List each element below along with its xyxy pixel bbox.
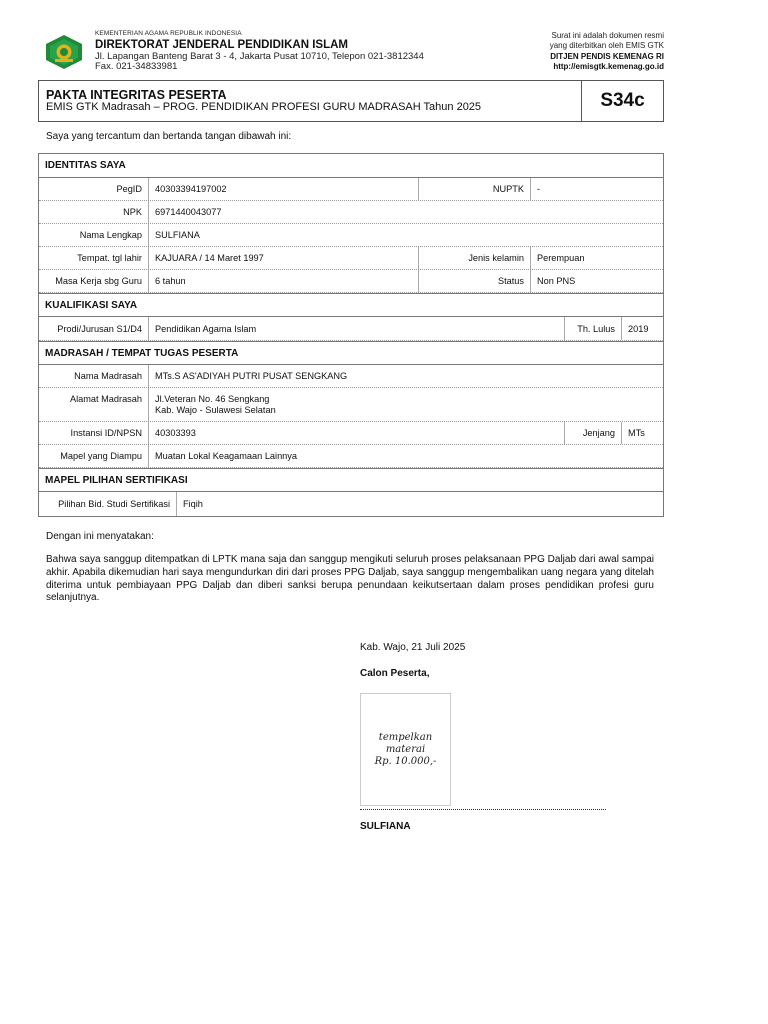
madrasah-address-value (149, 388, 663, 421)
gender-value: Perempuan (537, 253, 585, 263)
table-row (39, 492, 663, 516)
signer-role: Calon Peserta, (360, 668, 430, 679)
graduation-year-label: Th. Lulus (565, 317, 622, 340)
npk-label: NPK (39, 201, 149, 223)
note-url: http://emisgtk.kemenag.go.id (553, 62, 664, 72)
birth-label: Tempat. tgl lahir (39, 247, 149, 269)
ministry-name: KEMENTERIAN AGAMA REPUBLIK INDONESIA (95, 30, 242, 37)
level-label: Jenjang (565, 422, 622, 444)
directorate-name: DIREKTORAT JENDERAL PENDIDIKAN ISLAM (95, 39, 349, 52)
qualification-section-heading: KUALIFIKASI SAYA (39, 293, 663, 317)
declaration-label: Dengan ini menyatakan: (46, 531, 154, 542)
birth-value: KAJUARA / 14 Maret 1997 (149, 247, 419, 269)
madrasah-name-label: Nama Madrasah (39, 365, 149, 387)
document-title-box (38, 80, 664, 122)
nuptk-value: - (537, 184, 541, 194)
stamp-line-2: materai (385, 743, 426, 755)
table-row (39, 270, 663, 293)
document-subtitle: EMIS GTK Madrasah – PROG. PENDIDIKAN PROFESI GURU MADRASAH Tahun 2025 (46, 101, 482, 113)
tenure-value: 6 tahun (149, 270, 419, 292)
full-name-value: SULFIANA (155, 230, 200, 240)
official-document-note (550, 31, 664, 73)
pegid-label: PegID (39, 178, 149, 200)
subject-label: Mapel yang Diampu (39, 445, 149, 467)
signer-name: SULFIANA (360, 821, 411, 832)
place-and-date: Kab. Wajo, 21 Juli 2025 (360, 642, 466, 653)
table-row (39, 365, 663, 388)
npsn-value: 40303393 (149, 422, 565, 444)
signature-line (360, 809, 606, 810)
graduation-year-value: 2019 (628, 323, 649, 334)
table-row (39, 178, 663, 201)
level-value: MTs (628, 428, 645, 438)
address-line-2: Kab. Wajo - Sulawesi Selatan (155, 404, 276, 415)
table-row (39, 445, 663, 468)
office-address: Jl. Lapangan Banteng Barat 3 - 4, Jakarta Pusat 10710, Telepon 021-3812344 (95, 50, 424, 62)
npk-value: 6971440043077 (155, 207, 222, 217)
status-value: Non PNS (537, 276, 576, 286)
intro-text: Saya yang tercantum dan bertanda tangan dibawah ini: (46, 131, 292, 142)
prodi-label: Prodi/Jurusan S1/D4 (39, 317, 149, 340)
subject-value: Muatan Lokal Keagamaan Lainnya (155, 451, 297, 461)
madrasah-name-value: MTs.S AS'ADIYAH PUTRI PUSAT SENGKANG (155, 371, 348, 381)
gender-label: Jenis kelamin (419, 247, 531, 269)
document-title: PAKTA INTEGRITAS PESERTA (46, 88, 227, 102)
table-row (39, 247, 663, 270)
note-line-3: DITJEN PENDIS KEMENAG RI (550, 51, 664, 61)
npsn-label: Instansi ID/NPSN (39, 422, 149, 444)
table-row (39, 224, 663, 247)
madrasah-section-heading: MADRASAH / TEMPAT TUGAS PESERTA (39, 341, 663, 365)
table-row (39, 388, 663, 422)
participant-form-table (38, 153, 664, 517)
letterhead (44, 30, 664, 74)
certification-section-heading: MAPEL PILIHAN SERTIFIKASI (39, 468, 663, 492)
identity-section-heading: IDENTITAS SAYA (39, 154, 663, 178)
table-row (39, 201, 663, 224)
form-code: S34c (581, 81, 663, 121)
table-row (39, 317, 663, 341)
kemenag-emblem-icon (44, 34, 84, 70)
office-fax: Fax. 021-34833981 (95, 61, 178, 73)
note-line-2: yang diterbitkan oleh EMIS GTK (549, 41, 664, 51)
address-line-1: Jl.Veteran No. 46 Sengkang (155, 394, 270, 405)
declaration-text: Bahwa saya sanggup ditempatkan di LPTK mana saja dan sanggup mengikuti seluruh proses pelaksanaan PPG Daljab dari awal sampai akhir. Apabila dikemudian hari saya mengundurkan diri dari proses PPG Daljab, saya sanggup mengembalikan uang negara yang ditelah diterima untuk pembiayaan PPG Daljab dan diberi sanksi berupa penundaan keikutsertaan dalam proses pendidikan profesi guru selanjutnya. (46, 554, 654, 604)
full-name-label: Nama Lengkap (39, 224, 149, 246)
tenure-label: Masa Kerja sbg Guru (39, 270, 149, 292)
madrasah-address-label: Alamat Madrasah (39, 388, 149, 421)
prodi-value: Pendidikan Agama Islam (149, 317, 565, 340)
pegid-value: 40303394197002 (149, 178, 419, 200)
status-label: Status (419, 270, 531, 292)
note-line-1: Surat ini adalah dokumen resmi (551, 31, 664, 40)
stamp-line-3: Rp. 10.000,- (374, 755, 437, 767)
nuptk-label: NUPTK (419, 178, 531, 200)
certification-choice-value: Fiqih (183, 499, 203, 509)
table-row (39, 422, 663, 445)
stamp-line-1: tempelkan (378, 731, 433, 743)
certification-choice-label: Pilihan Bid. Studi Sertifikasi (39, 492, 177, 516)
revenue-stamp-placeholder (360, 693, 451, 806)
